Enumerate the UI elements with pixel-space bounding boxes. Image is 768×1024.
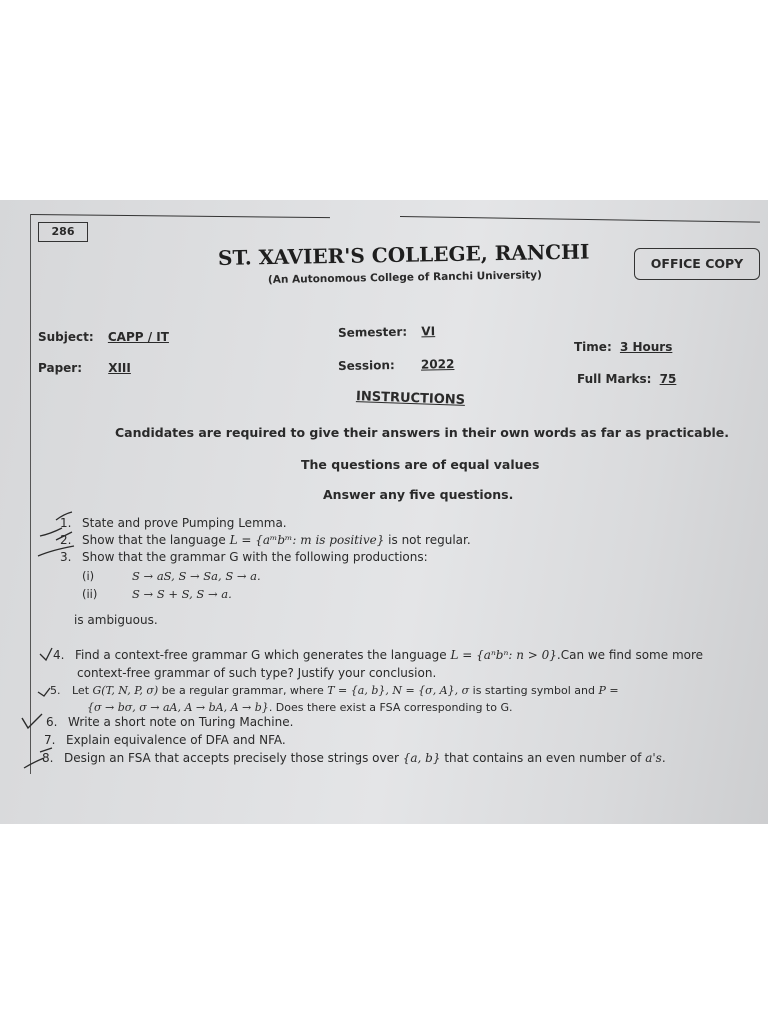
instruction-line-1: Candidates are required to give their answers in their own words as far as practicable. [115,425,730,440]
tick-mark-q6 [22,714,42,728]
semester-value: VI [421,324,436,339]
session-field [338,357,455,373]
question-8 [42,751,666,765]
full-marks-value: 75 [659,372,677,386]
question-number: 8. [42,751,54,765]
question-text-end: . [661,751,666,765]
question-text: Explain equivalence of DFA and NFA. [66,733,286,747]
question-text: Show that the grammar G with the following productions: [82,550,428,564]
tick-mark-q4 [40,648,52,660]
instructions-heading: INSTRUCTIONS [355,389,466,408]
top-border-line-right [400,216,760,223]
tick-mark-q1 [56,512,72,520]
productions-symbol: P = [598,684,619,697]
question-4 [53,648,703,662]
full-marks-label: Full Marks: [577,372,652,386]
time-value: 3 Hours [619,340,673,354]
question-text-cont: is starting symbol and [469,684,599,697]
question-number: 7. [44,733,56,747]
subject-field [38,330,169,344]
handwritten-tick-marks [16,506,86,776]
question-text-end: . Does there exist a FSA corresponding to G. [268,701,513,714]
question-4-line-2: context-free grammar of such type? Justify your conclusion. [77,666,437,680]
paper-label: Paper: [38,361,83,375]
question-3-tail: is ambiguous. [74,613,158,627]
question-text-cont: .Can we find some more [556,648,704,662]
time-label: Time: [574,340,612,354]
tick-mark-q8 [24,748,52,768]
paper-code-box: 286 [38,222,88,242]
question-text: Write a short note on Turing Machine. [68,715,294,729]
paper-field [38,361,131,375]
symbol-expression: a's [645,751,662,765]
question-5 [50,684,619,697]
question-number: 2. [60,533,72,547]
question-2 [60,533,471,547]
semester-label: Semester: [337,324,408,340]
sets-expression: T = {a, b}, N = {σ, A}, σ [327,684,470,697]
question-number: 5. [50,684,61,697]
office-copy-box: OFFICE COPY [634,248,760,280]
tick-mark-q3 [38,546,74,556]
top-border-line [30,214,330,218]
paper-value: XIII [108,361,131,375]
production-i [82,569,261,583]
question-text: State and prove Pumping Lemma. [82,516,287,530]
college-name: ST. XAVIER'S COLLEGE, RANCHI [217,239,590,270]
question-text: Find a context-free grammar G which generates the language [75,648,451,662]
question-text: Show that the language [82,533,230,547]
question-text: Let [72,684,93,697]
subject-label: Subject: [38,330,94,344]
language-expression: L = {aⁿbⁿ: n > 0} [450,648,557,662]
full-marks-field [577,372,676,386]
grammar-expression: G(T, N, P, σ) [92,684,159,697]
question-3 [60,550,428,564]
question-text: Design an FSA that accepts precisely those strings over [64,751,403,765]
instruction-line-2: The questions are of equal values [301,457,540,472]
question-1 [60,516,287,530]
production-rules: S → S + S, S → a. [132,587,232,601]
question-number: 6. [46,715,58,729]
time-field [574,340,672,354]
instruction-line-3: Answer any five questions. [323,487,514,502]
question-text-mid: be a regular grammar, where [158,684,328,697]
question-number: 3. [60,550,72,564]
question-number: 4. [53,648,65,662]
semester-field [338,324,435,340]
production-rules: S → aS, S → Sa, S → a. [132,569,261,583]
question-paper [0,200,768,824]
tick-mark-q5 [38,688,50,696]
question-text-end: is not regular. [384,533,471,547]
subject-value: CAPP / IT [107,330,169,344]
session-label: Session: [337,358,395,374]
question-text-cont: that contains an even number of [440,751,646,765]
question-5-line-2 [87,701,512,714]
alphabet-expression: {a, b} [402,751,441,765]
production-label: (ii) [82,587,98,601]
session-value: 2022 [420,356,455,372]
production-label: (i) [82,569,95,583]
question-number: 1. [60,516,72,530]
tick-mark-q2 [40,528,72,540]
productions-expression: {σ → bσ, σ → aA, A → bA, A → b} [87,701,269,714]
language-expression: L = {aᵐbᵐ: m is positive} [229,533,385,547]
production-ii [82,587,232,601]
college-subtitle: (An Autonomous College of Ranchi University) [267,269,543,286]
